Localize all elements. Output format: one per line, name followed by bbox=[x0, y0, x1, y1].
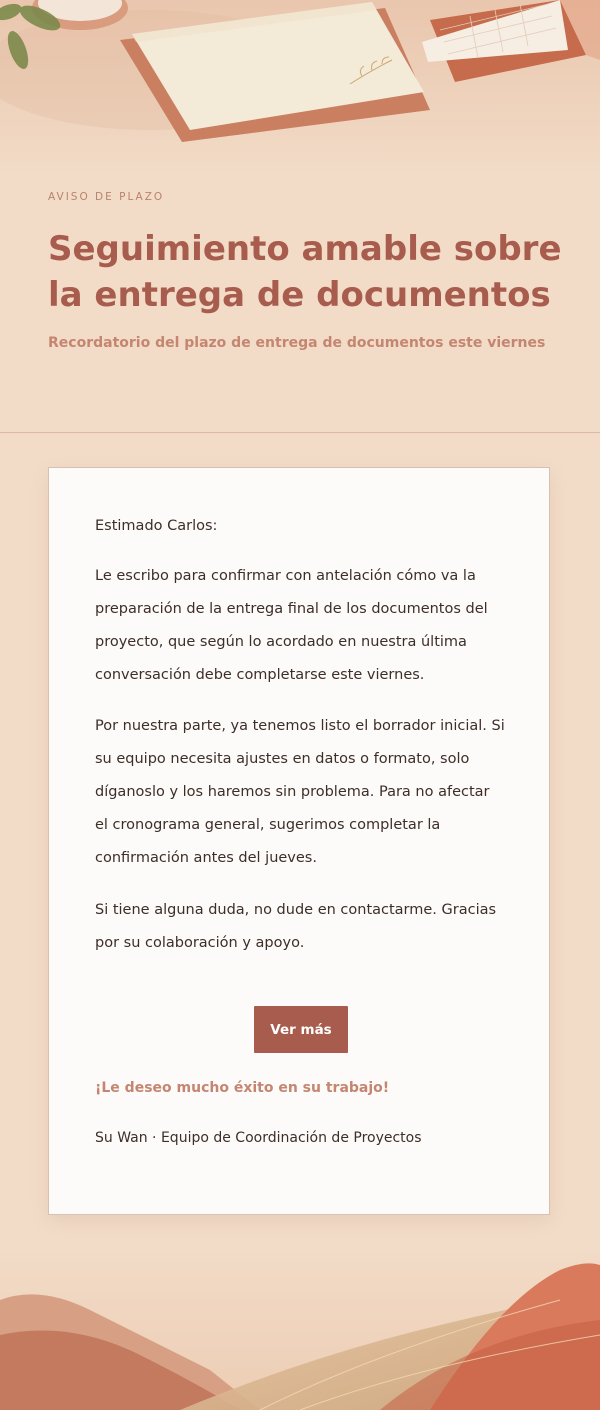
letter-card bbox=[48, 467, 550, 1215]
closing-line: ¡Le deseo mucho éxito en su trabajo! bbox=[95, 1080, 390, 1096]
eyebrow-label: AVISO DE PLAZO bbox=[48, 191, 165, 203]
greeting: Estimado Carlos: bbox=[95, 518, 218, 534]
signature: Su Wan · Equipo de Coordinación de Proyectos bbox=[95, 1130, 422, 1146]
ver-mas-button[interactable]: Ver más bbox=[254, 1006, 348, 1053]
footer-illustration bbox=[0, 1240, 600, 1410]
page-subtitle: Recordatorio del plazo de entrega de documentos este viernes bbox=[48, 335, 546, 351]
header-illustration bbox=[0, 0, 600, 180]
paragraph-3: Si tiene alguna duda, no dude en contactarme. Gracias por su colaboración y apoyo. bbox=[95, 902, 497, 951]
page-title: Seguimiento amable sobre la entrega de documentos bbox=[48, 229, 562, 315]
paragraph-2: Por nuestra parte, ya tenemos listo el borrador inicial. Si su equipo necesita ajustes en datos o formato, solo díganoslo y los haremos sin problema. Para no afectar el cronograma general, sugerimos completar la confirmación antes del jueves. bbox=[95, 718, 505, 866]
paragraph-1: Le escribo para confirmar con antelación cómo va la preparación de la entrega final de los documentos del proyecto, que según lo acordado en nuestra última conversación debe completarse este viernes. bbox=[95, 568, 488, 683]
letter-body bbox=[95, 514, 507, 951]
header-divider bbox=[0, 432, 600, 433]
